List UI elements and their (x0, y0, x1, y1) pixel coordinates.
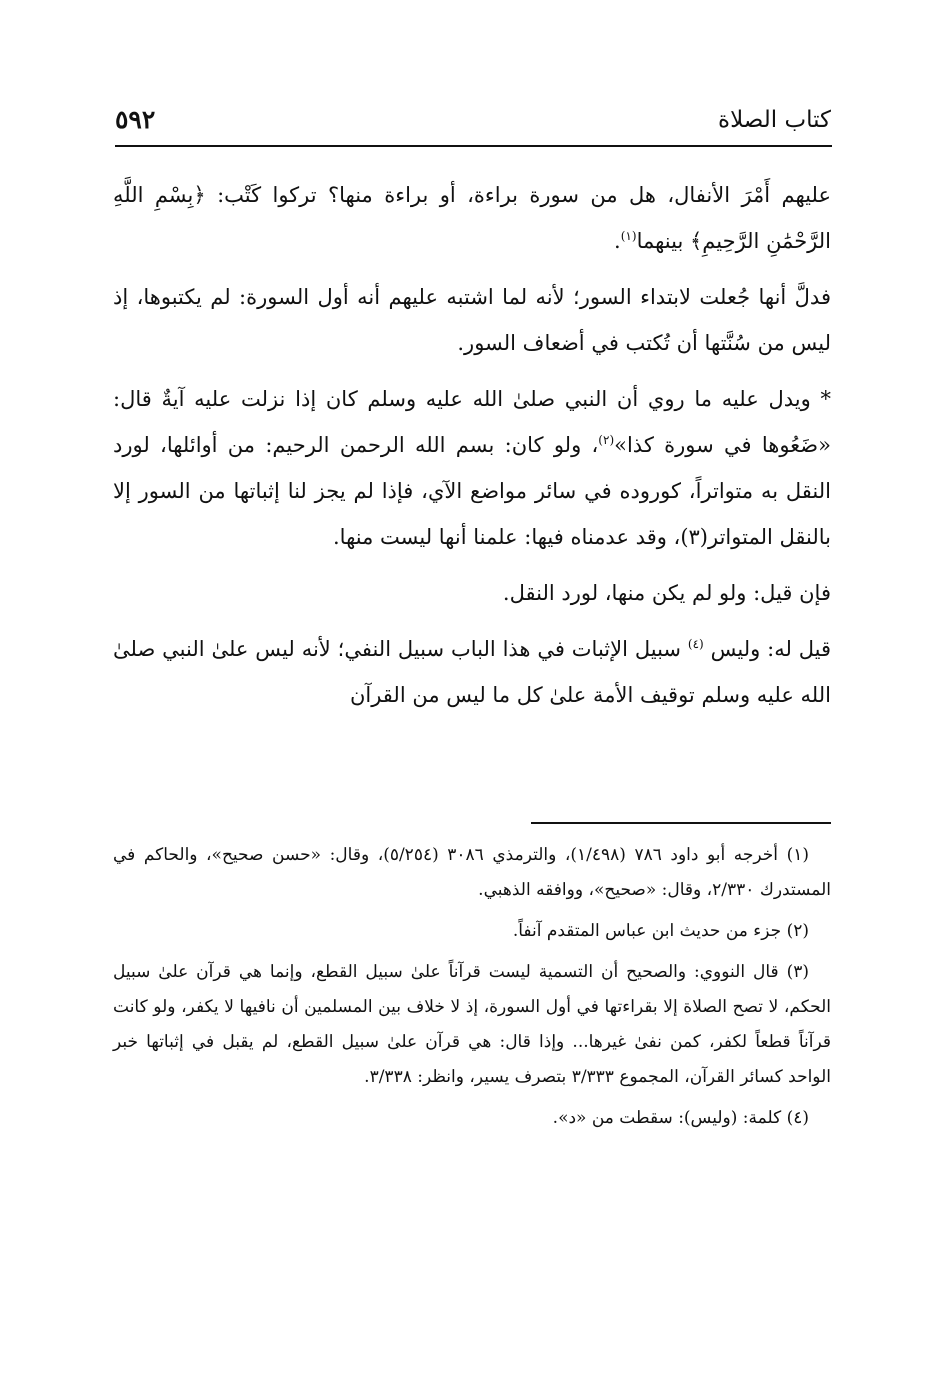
header-rule (115, 145, 832, 147)
paragraph-3-continuation: ، ولو كان: بسم الله الرحمن الرحيم: من أوائلها، لورد النقل به متواتراً، كوروده في سائر مواضع الآي، فإذا لم يجز لنا إثباتها من السور إلا بالنقل المتواتر(٣)، وقد عدمناه فيها: علمنا أنها ليست منها. (113, 433, 831, 549)
paragraph-3 (113, 376, 831, 560)
paragraph-1 (113, 172, 831, 264)
footnotes (113, 838, 831, 1142)
paragraph-1-text: عليهم أَمْرَ الأنفال، هل من سورة براءة، أو براءة منها؟ تركوا كَتْب: ﴿بِسْمِ اللَّهِ الرَّحْمَٰنِ الرَّحِيمِ﴾ بينهما (113, 183, 831, 253)
main-text (113, 172, 831, 728)
paragraph-4-text: فإن قيل: ولو لم يكن منها، لورد النقل. (502, 581, 831, 605)
page-number: ٥٩٢ (115, 105, 156, 134)
footnote-4: (٤) كلمة: (وليس): سقطت من «د». (552, 1108, 809, 1128)
footnote-separator (531, 822, 831, 824)
footnote-ref-1: (١) (620, 229, 637, 243)
paragraph-3-text: * ويدل عليه ما روي أن النبي صلىٰ الله عليه وسلم كان إذا نزلت عليه آيةٌ قال: «ضَعُوها في سورة كذا» (113, 387, 831, 457)
paragraph-5 (113, 626, 831, 718)
running-header (115, 100, 831, 144)
paragraph-5-text: قيل له: وليس (703, 637, 832, 661)
running-title: كتاب الصلاة (718, 107, 831, 133)
paragraph-2-text: فدلَّ أنها جُعلت لابتداء السور؛ لأنه لما اشتبه عليهم أنه أول السورة: لم يكتبوها، إذ ليس من سُنَّتها أن تُكتب في أضعاف السور. (113, 285, 831, 355)
footnote-3: (٣) قال النووي: والصحيح أن التسمية ليست قرآناً علىٰ سبيل القطع، وإنما هي قرآن علىٰ سبيل الحكم، لا تصح الصلاة إلا بقراءتها في أول السورة، إذ لا خلاف بين المسلمين أن نافيها لا يكفر، ولو كانت قرآناً قطعاً لكفر، كمن نفىٰ غيرها... وإذا قال: هي قرآن علىٰ سبيل القطع، لم يقبل في إثباتها خبر الواحد كسائر القرآن، المجموع ٣/٣٣٣ بتصرف يسير، وانظر: ٣/٣٣٨. (113, 962, 831, 1087)
footnote-1: (١) أخرجه أبو داود ٧٨٦ (١/٤٩٨)، والترمذي ٣٠٨٦ (٥/٢٥٤)، وقال: «حسن صحيح»، والحاكم في المستدرك ٢/٣٣٠، وقال: «صحيح»، ووافقه الذهبي. (113, 845, 831, 900)
paragraph-5-continuation: سبيل الإثبات في هذا الباب سبيل النفي؛ لأنه ليس علىٰ النبي صلىٰ الله عليه وسلم توقيف الأمة علىٰ كل ما ليس من القرآن (113, 637, 831, 707)
footnote-2: (٢) جزء من حديث ابن عباس المتقدم آنفاً. (512, 921, 809, 941)
paragraph-1-end: . (614, 229, 621, 253)
paragraph-2 (113, 274, 831, 366)
footnote-ref-2: (٢) (598, 433, 615, 447)
paragraph-4 (113, 570, 831, 616)
footnote-ref-4: (٤) (687, 637, 704, 651)
